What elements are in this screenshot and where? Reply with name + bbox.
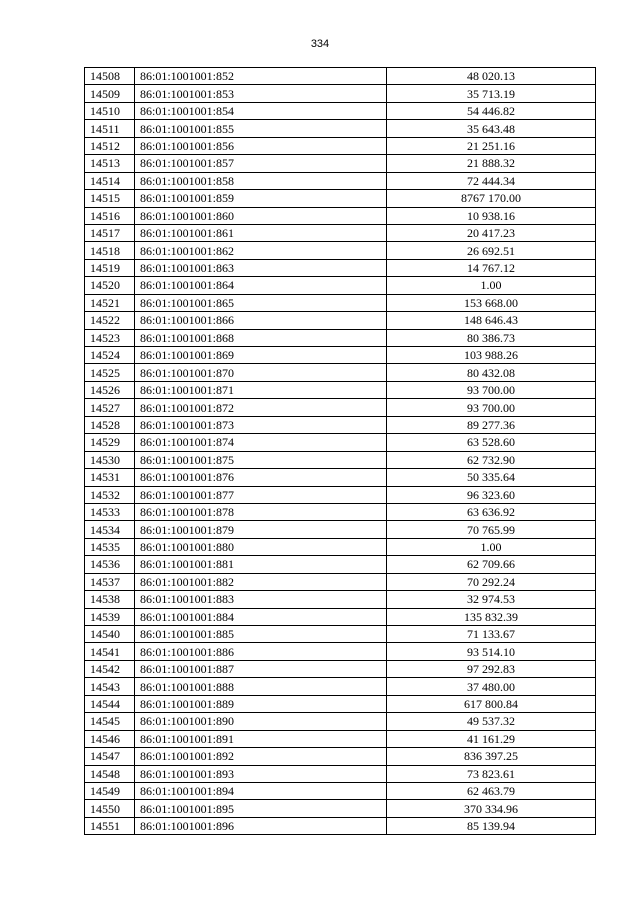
row-index-cell: 14536 bbox=[85, 556, 135, 573]
table-row bbox=[85, 538, 596, 555]
value-cell: 370 334.96 bbox=[387, 800, 596, 817]
table-body bbox=[85, 68, 596, 835]
cadastral-number-cell: 86:01:1001001:863 bbox=[135, 259, 387, 276]
value-cell: 836 397.25 bbox=[387, 748, 596, 765]
cadastral-number-cell: 86:01:1001001:876 bbox=[135, 469, 387, 486]
value-cell: 96 323.60 bbox=[387, 486, 596, 503]
value-cell: 32 974.53 bbox=[387, 591, 596, 608]
value-cell: 148 646.43 bbox=[387, 312, 596, 329]
row-index-cell: 14537 bbox=[85, 573, 135, 590]
table-row bbox=[85, 190, 596, 207]
value-cell: 97 292.83 bbox=[387, 660, 596, 677]
cadastral-number-cell: 86:01:1001001:884 bbox=[135, 608, 387, 625]
cadastral-number-cell: 86:01:1001001:894 bbox=[135, 782, 387, 799]
value-cell: 21 888.32 bbox=[387, 155, 596, 172]
cadastral-number-cell: 86:01:1001001:879 bbox=[135, 521, 387, 538]
row-index-cell: 14526 bbox=[85, 381, 135, 398]
value-cell: 103 988.26 bbox=[387, 347, 596, 364]
value-cell: 1.00 bbox=[387, 538, 596, 555]
row-index-cell: 14545 bbox=[85, 713, 135, 730]
value-cell: 80 432.08 bbox=[387, 364, 596, 381]
table-row bbox=[85, 312, 596, 329]
cadastral-number-cell: 86:01:1001001:878 bbox=[135, 503, 387, 520]
cadastral-number-cell: 86:01:1001001:888 bbox=[135, 678, 387, 695]
row-index-cell: 14532 bbox=[85, 486, 135, 503]
table-row bbox=[85, 381, 596, 398]
value-cell: 85 139.94 bbox=[387, 817, 596, 834]
table-row bbox=[85, 521, 596, 538]
value-cell: 617 800.84 bbox=[387, 695, 596, 712]
page-number: 334 bbox=[310, 38, 330, 50]
table-row bbox=[85, 643, 596, 660]
cadastral-number-cell: 86:01:1001001:858 bbox=[135, 172, 387, 189]
table-row bbox=[85, 782, 596, 799]
cadastral-number-cell: 86:01:1001001:857 bbox=[135, 155, 387, 172]
cadastral-number-cell: 86:01:1001001:869 bbox=[135, 347, 387, 364]
row-index-cell: 14518 bbox=[85, 242, 135, 259]
table-row bbox=[85, 626, 596, 643]
table-row bbox=[85, 242, 596, 259]
value-cell: 50 335.64 bbox=[387, 469, 596, 486]
cadastral-number-cell: 86:01:1001001:872 bbox=[135, 399, 387, 416]
row-index-cell: 14529 bbox=[85, 434, 135, 451]
row-index-cell: 14511 bbox=[85, 120, 135, 137]
value-cell: 54 446.82 bbox=[387, 102, 596, 119]
row-index-cell: 14510 bbox=[85, 102, 135, 119]
table-row bbox=[85, 120, 596, 137]
row-index-cell: 14517 bbox=[85, 224, 135, 241]
row-index-cell: 14508 bbox=[85, 68, 135, 85]
cadastral-number-cell: 86:01:1001001:864 bbox=[135, 277, 387, 294]
value-cell: 14 767.12 bbox=[387, 259, 596, 276]
value-cell: 70 765.99 bbox=[387, 521, 596, 538]
value-cell: 72 444.34 bbox=[387, 172, 596, 189]
value-cell: 26 692.51 bbox=[387, 242, 596, 259]
table-row bbox=[85, 817, 596, 834]
cadastral-number-cell: 86:01:1001001:854 bbox=[135, 102, 387, 119]
value-cell: 80 386.73 bbox=[387, 329, 596, 346]
cadastral-number-cell: 86:01:1001001:880 bbox=[135, 538, 387, 555]
row-index-cell: 14546 bbox=[85, 730, 135, 747]
cadastral-number-cell: 86:01:1001001:890 bbox=[135, 713, 387, 730]
table-row bbox=[85, 399, 596, 416]
table-row bbox=[85, 451, 596, 468]
value-cell: 62 463.79 bbox=[387, 782, 596, 799]
table-row bbox=[85, 259, 596, 276]
table-row bbox=[85, 85, 596, 102]
cadastral-number-cell: 86:01:1001001:892 bbox=[135, 748, 387, 765]
table-row bbox=[85, 503, 596, 520]
table-row bbox=[85, 469, 596, 486]
row-index-cell: 14522 bbox=[85, 312, 135, 329]
cadastral-number-cell: 86:01:1001001:868 bbox=[135, 329, 387, 346]
cadastral-number-cell: 86:01:1001001:882 bbox=[135, 573, 387, 590]
row-index-cell: 14535 bbox=[85, 538, 135, 555]
cadastral-number-cell: 86:01:1001001:860 bbox=[135, 207, 387, 224]
table-row bbox=[85, 347, 596, 364]
row-index-cell: 14516 bbox=[85, 207, 135, 224]
table-row bbox=[85, 573, 596, 590]
row-index-cell: 14540 bbox=[85, 626, 135, 643]
table-row bbox=[85, 68, 596, 85]
cadastral-number-cell: 86:01:1001001:886 bbox=[135, 643, 387, 660]
cadastral-number-cell: 86:01:1001001:895 bbox=[135, 800, 387, 817]
table-row bbox=[85, 416, 596, 433]
cadastral-number-cell: 86:01:1001001:873 bbox=[135, 416, 387, 433]
row-index-cell: 14514 bbox=[85, 172, 135, 189]
table-row bbox=[85, 224, 596, 241]
table-row bbox=[85, 678, 596, 695]
cadastral-number-cell: 86:01:1001001:883 bbox=[135, 591, 387, 608]
cadastral-number-cell: 86:01:1001001:862 bbox=[135, 242, 387, 259]
value-cell: 93 514.10 bbox=[387, 643, 596, 660]
cadastral-values-table bbox=[84, 67, 596, 835]
cadastral-number-cell: 86:01:1001001:859 bbox=[135, 190, 387, 207]
value-cell: 93 700.00 bbox=[387, 399, 596, 416]
table-row bbox=[85, 591, 596, 608]
table-row bbox=[85, 434, 596, 451]
row-index-cell: 14538 bbox=[85, 591, 135, 608]
value-cell: 20 417.23 bbox=[387, 224, 596, 241]
value-cell: 63 528.60 bbox=[387, 434, 596, 451]
value-cell: 8767 170.00 bbox=[387, 190, 596, 207]
row-index-cell: 14543 bbox=[85, 678, 135, 695]
row-index-cell: 14515 bbox=[85, 190, 135, 207]
table-row bbox=[85, 660, 596, 677]
cadastral-number-cell: 86:01:1001001:877 bbox=[135, 486, 387, 503]
row-index-cell: 14534 bbox=[85, 521, 135, 538]
row-index-cell: 14524 bbox=[85, 347, 135, 364]
value-cell: 35 643.48 bbox=[387, 120, 596, 137]
value-cell: 49 537.32 bbox=[387, 713, 596, 730]
row-index-cell: 14513 bbox=[85, 155, 135, 172]
row-index-cell: 14525 bbox=[85, 364, 135, 381]
value-cell: 1.00 bbox=[387, 277, 596, 294]
table-row bbox=[85, 137, 596, 154]
table-row bbox=[85, 277, 596, 294]
cadastral-number-cell: 86:01:1001001:861 bbox=[135, 224, 387, 241]
table-row bbox=[85, 155, 596, 172]
value-cell: 89 277.36 bbox=[387, 416, 596, 433]
cadastral-number-cell: 86:01:1001001:853 bbox=[135, 85, 387, 102]
value-cell: 37 480.00 bbox=[387, 678, 596, 695]
value-cell: 10 938.16 bbox=[387, 207, 596, 224]
cadastral-number-cell: 86:01:1001001:871 bbox=[135, 381, 387, 398]
row-index-cell: 14539 bbox=[85, 608, 135, 625]
cadastral-number-cell: 86:01:1001001:885 bbox=[135, 626, 387, 643]
row-index-cell: 14548 bbox=[85, 765, 135, 782]
cadastral-number-cell: 86:01:1001001:896 bbox=[135, 817, 387, 834]
cadastral-number-cell: 86:01:1001001:852 bbox=[135, 68, 387, 85]
cadastral-number-cell: 86:01:1001001:856 bbox=[135, 137, 387, 154]
table-row bbox=[85, 294, 596, 311]
row-index-cell: 14519 bbox=[85, 259, 135, 276]
value-cell: 73 823.61 bbox=[387, 765, 596, 782]
table-row bbox=[85, 329, 596, 346]
table-row bbox=[85, 207, 596, 224]
value-cell: 153 668.00 bbox=[387, 294, 596, 311]
row-index-cell: 14544 bbox=[85, 695, 135, 712]
cadastral-number-cell: 86:01:1001001:855 bbox=[135, 120, 387, 137]
row-index-cell: 14541 bbox=[85, 643, 135, 660]
value-cell: 62 709.66 bbox=[387, 556, 596, 573]
row-index-cell: 14512 bbox=[85, 137, 135, 154]
value-cell: 70 292.24 bbox=[387, 573, 596, 590]
cadastral-number-cell: 86:01:1001001:891 bbox=[135, 730, 387, 747]
table-row bbox=[85, 486, 596, 503]
table-row bbox=[85, 556, 596, 573]
cadastral-number-cell: 86:01:1001001:887 bbox=[135, 660, 387, 677]
cadastral-number-cell: 86:01:1001001:881 bbox=[135, 556, 387, 573]
value-cell: 135 832.39 bbox=[387, 608, 596, 625]
table-row bbox=[85, 800, 596, 817]
table-row bbox=[85, 364, 596, 381]
cadastral-number-cell: 86:01:1001001:893 bbox=[135, 765, 387, 782]
table-row bbox=[85, 608, 596, 625]
row-index-cell: 14549 bbox=[85, 782, 135, 799]
row-index-cell: 14527 bbox=[85, 399, 135, 416]
cadastral-number-cell: 86:01:1001001:865 bbox=[135, 294, 387, 311]
row-index-cell: 14509 bbox=[85, 85, 135, 102]
row-index-cell: 14547 bbox=[85, 748, 135, 765]
value-cell: 93 700.00 bbox=[387, 381, 596, 398]
value-cell: 71 133.67 bbox=[387, 626, 596, 643]
row-index-cell: 14521 bbox=[85, 294, 135, 311]
value-cell: 48 020.13 bbox=[387, 68, 596, 85]
row-index-cell: 14528 bbox=[85, 416, 135, 433]
cadastral-number-cell: 86:01:1001001:875 bbox=[135, 451, 387, 468]
row-index-cell: 14542 bbox=[85, 660, 135, 677]
table-row bbox=[85, 102, 596, 119]
cadastral-number-cell: 86:01:1001001:874 bbox=[135, 434, 387, 451]
table-row bbox=[85, 765, 596, 782]
table-row bbox=[85, 172, 596, 189]
table-row bbox=[85, 713, 596, 730]
cadastral-number-cell: 86:01:1001001:866 bbox=[135, 312, 387, 329]
value-cell: 21 251.16 bbox=[387, 137, 596, 154]
row-index-cell: 14520 bbox=[85, 277, 135, 294]
value-cell: 35 713.19 bbox=[387, 85, 596, 102]
value-cell: 41 161.29 bbox=[387, 730, 596, 747]
row-index-cell: 14533 bbox=[85, 503, 135, 520]
table-row bbox=[85, 695, 596, 712]
row-index-cell: 14530 bbox=[85, 451, 135, 468]
row-index-cell: 14531 bbox=[85, 469, 135, 486]
row-index-cell: 14523 bbox=[85, 329, 135, 346]
cadastral-number-cell: 86:01:1001001:870 bbox=[135, 364, 387, 381]
cadastral-number-cell: 86:01:1001001:889 bbox=[135, 695, 387, 712]
table-row bbox=[85, 730, 596, 747]
table-row bbox=[85, 748, 596, 765]
value-cell: 62 732.90 bbox=[387, 451, 596, 468]
row-index-cell: 14550 bbox=[85, 800, 135, 817]
row-index-cell: 14551 bbox=[85, 817, 135, 834]
value-cell: 63 636.92 bbox=[387, 503, 596, 520]
